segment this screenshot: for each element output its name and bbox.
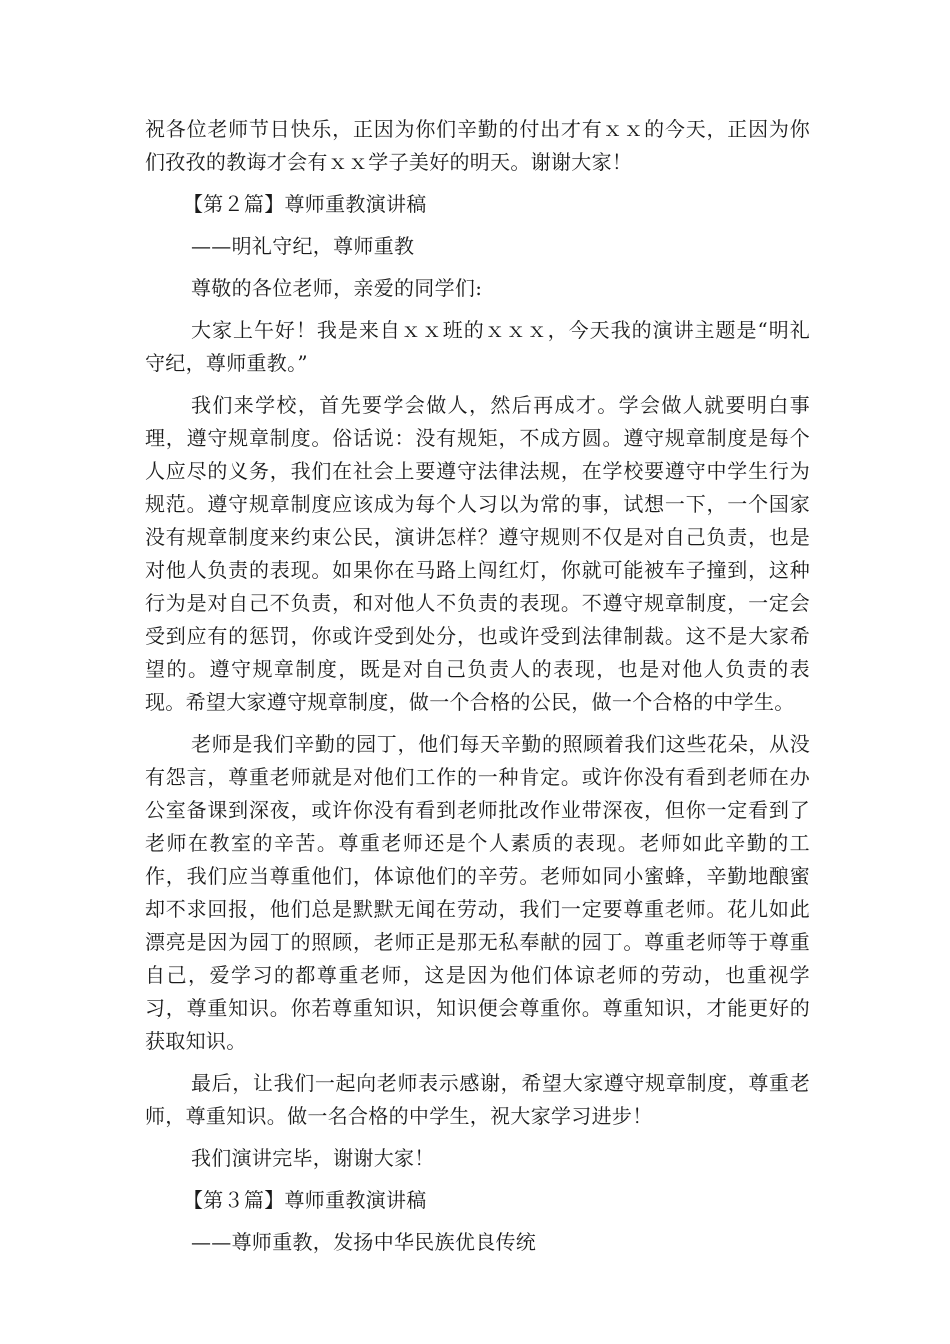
section-subtitle-2: ——明礼守纪，尊师重教 — [191, 234, 415, 258]
section-heading-3: 【第３篇】尊师重教演讲稿 — [183, 1188, 427, 1212]
paragraph-teachers: 老师是我们辛勤的园丁，他们每天辛勤的照顾着我们这些花朵，从没有怨言，尊重老师就是对他们工作的一种肯定。或许你没有看到老师在办公室备课到深夜，或许你没有看到老师批改作业带深夜，但你一定看到了老师在教室的辛苦。尊重老师还是个人素质的表现。老师如此辛勤的工作，我们应当尊重他们，体谅他们的辛劳。老师如同小蜜蜂，辛勤地酿蜜却不求回报，他们总是默默无闻在劳动，我们一定要尊重老师。花儿如此漂亮是因为园丁的照顾，老师正是那无私奉献的园丁。尊重老师等于尊重自己，爱学习的都尊重老师，这是因为他们体谅老师的劳动，也重视学习，尊重知识。你若尊重知识，知识便会尊重你。尊重知识，才能更好的获取知识。 — [145, 732, 810, 1053]
paragraph-salutation: 尊敬的各位老师，亲爱的同学们: — [191, 276, 483, 300]
section-heading-2: 【第２篇】尊师重教演讲稿 — [183, 192, 427, 216]
paragraph-closing-blessing: 祝各位老师节日快乐，正因为你们辛勤的付出才有ｘｘ的今天，正因为你们孜孜的教诲才会有ｘｘ学子美好的明天。谢谢大家！ — [145, 117, 810, 174]
document-body — [145, 113, 810, 1268]
paragraph-thanks: 我们演讲完毕，谢谢大家！ — [191, 1146, 435, 1170]
paragraph-rules: 我们来学校，首先要学会做人，然后再成才。学会做人就要明白事理，遵守规章制度。俗话说：没有规矩，不成方圆。遵守规章制度是每个人应尽的义务，我们在社会上要遵守法律法规，在学校要遵守中学生行为规范。遵守规章制度应该成为每个人习以为常的事，试想一下，一个国家没有规章制度来约束公民，演讲怎样？遵守规则不仅是对自己负责，也是对他人负责的表现。如果你在马路上闯红灯，你就可能被车子撞到，这种行为是对自己不负责，和对他人不负责的表现。不遵守规章制度，一定会受到应有的惩罚，你或许受到处分，也或许受到法律制裁。这不是大家希望的。遵守规章制度，既是对自己负责人的表现，也是对他人负责的表现。希望大家遵守规章制度，做一个合格的公民，做一个合格的中学生。 — [145, 393, 810, 714]
paragraph-conclusion: 最后，让我们一起向老师表示感谢，希望大家遵守规章制度，尊重老师，尊重知识。做一名合格的中学生，祝大家学习进步！ — [145, 1071, 810, 1128]
section-subtitle-3: ——尊师重教，发扬中华民族优良传统 — [191, 1230, 537, 1254]
paragraph-greeting: 大家上午好！我是来自ｘｘ班的ｘｘｘ，今天我的演讲主题是“明礼守纪，尊师重教。” — [145, 318, 810, 375]
